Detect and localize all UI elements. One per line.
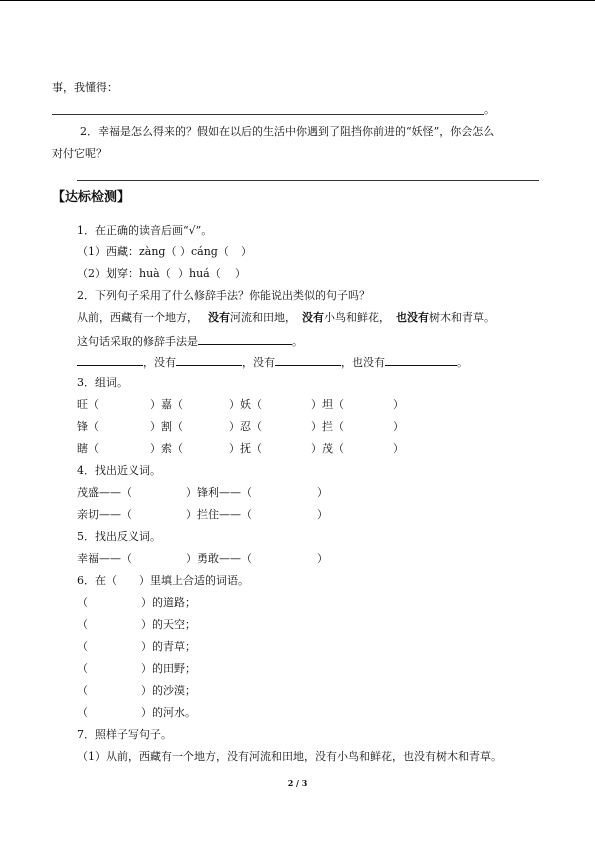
- q3-r2-c5: ）: [393, 420, 404, 433]
- q2-rhetoric-line: [77, 333, 303, 349]
- q3-r2-c4: ）拦（: [311, 420, 344, 433]
- q3-r3-c4: ）茂（: [311, 442, 344, 455]
- q6-open: （: [77, 684, 88, 697]
- q3-row-3: [77, 442, 404, 456]
- q2-sentence: [77, 311, 495, 325]
- q4-row-2: [77, 508, 328, 522]
- q1-row-2: [77, 267, 246, 281]
- q4-r1-c2: ）锋利——（: [186, 486, 252, 499]
- page-top-border: [0, 0, 595, 1]
- q3-r2-c1: 锋（: [77, 420, 99, 433]
- answer-line: [77, 180, 539, 181]
- q6-item: [77, 684, 196, 698]
- q6-open: （: [77, 706, 88, 719]
- q5-row: [77, 552, 328, 566]
- q2-s1: 从前，西藏有一个地方，: [77, 311, 198, 324]
- q3-r3-c3: ）抚（: [229, 442, 262, 455]
- q1-row-1: [77, 245, 252, 259]
- q3-r1-c2: ）嘉（: [150, 398, 183, 411]
- q6-item: [77, 596, 196, 610]
- q1-r1-c: ）: [241, 245, 252, 258]
- q3-row-1: [77, 398, 404, 412]
- q2-fill-b: ，没有: [242, 356, 275, 369]
- q4-r1-c3: ）: [317, 486, 328, 499]
- q3-r1-c4: ）坦（: [311, 398, 344, 411]
- q2-rhet-b: 。: [292, 335, 303, 348]
- q7-title: 7．照样子写句子。: [77, 728, 172, 741]
- answer-line-end: 。: [484, 103, 495, 116]
- q7-example-1: （1）从前，西藏有一个地方，没有河流和田地，没有小鸟和鲜花，也没有树木和青草。: [77, 750, 502, 763]
- q3-r3-c5: ）: [393, 442, 404, 455]
- q4-title: 4．找出近义词。: [77, 464, 161, 477]
- q1-r1-b: ）cánɡ（: [180, 245, 229, 258]
- q3-r1-c5: ）: [393, 398, 404, 411]
- q5-c2: ）勇敢——（: [186, 552, 252, 565]
- q4-r2-c2: ）拦住——（: [186, 508, 252, 521]
- q6-open: （: [77, 596, 88, 609]
- q2-title: 2．下列句子采用了什么修辞手法？你能说出类似的句子吗？: [77, 289, 370, 302]
- q4-r1-c1: 茂盛——（: [77, 486, 132, 499]
- q5-title: 5．找出反义词。: [77, 530, 161, 543]
- q4-r2-c3: ）: [317, 508, 328, 521]
- q3-row-2: [77, 420, 404, 434]
- q2-fill-d: 。: [457, 356, 468, 369]
- previous-question-tail: 事，我懂得：: [52, 81, 118, 94]
- q1-r1-a: （1）西藏：zànɡ（: [77, 245, 177, 258]
- q1-r2-b: ）huá（: [178, 267, 221, 280]
- q1-r2-c: ）: [235, 267, 246, 280]
- q3-title: 3．组词。: [77, 376, 128, 389]
- q4-row-1: [77, 486, 328, 500]
- q6-item: [77, 662, 196, 676]
- q3-r3-c2: ）索（: [150, 442, 183, 455]
- q6-item: [77, 706, 196, 720]
- q3-r2-c2: ）割（: [150, 420, 183, 433]
- q6-open: （: [77, 640, 88, 653]
- q6-text: ）的沙漠；: [141, 684, 196, 697]
- fill-blank-1[interactable]: [77, 354, 143, 366]
- q4-r2-c1: 亲切——（: [77, 508, 132, 521]
- q2-s5: 小鸟和鲜花，: [324, 311, 390, 324]
- q6-open: （: [77, 662, 88, 675]
- q5-c3: ）: [317, 552, 328, 565]
- q1-r2-a: （2）划穿：huà（: [77, 267, 171, 280]
- q3-r1-c3: ）妖（: [229, 398, 262, 411]
- fill-blank-4[interactable]: [385, 354, 457, 366]
- q3-r2-c3: ）忍（: [229, 420, 262, 433]
- answer-line: [52, 114, 484, 115]
- q6-text: ）的田野；: [141, 662, 196, 675]
- q6-text: ）的天空；: [141, 618, 196, 631]
- section-title: 【达标检测】: [52, 190, 131, 205]
- question-2-line-2: 对付它呢？: [52, 147, 107, 160]
- q5-c1: 幸福——（: [77, 552, 132, 565]
- q3-r1-c1: 旺（: [77, 398, 99, 411]
- q6-item: [77, 618, 196, 632]
- fill-blank-2[interactable]: [176, 354, 242, 366]
- q2-fill-line: [77, 354, 468, 370]
- q6-open: （: [77, 618, 88, 631]
- q6-title: 6．在（ ）里填上合适的词语。: [77, 574, 249, 587]
- q2-s6: 也没有: [396, 311, 429, 324]
- q2-fill-c: ，也没有: [341, 356, 385, 369]
- q6-item: [77, 640, 196, 654]
- q2-s7: 树木和青草。: [429, 311, 495, 324]
- q6-text: ）的青草；: [141, 640, 196, 653]
- q2-s4: 没有: [302, 311, 324, 324]
- q2-rhet-a: 这句话采取的修辞手法是: [77, 335, 198, 348]
- fill-blank-3[interactable]: [275, 354, 341, 366]
- page-number: 2 / 3: [287, 778, 308, 788]
- q6-text: ）的河水。: [141, 706, 196, 719]
- q2-fill-a: ，没有: [143, 356, 176, 369]
- q6-text: ）的道路；: [141, 596, 196, 609]
- q1-title: 1．在正确的读音后画“√”。: [77, 224, 213, 237]
- question-2-line-1: 2．幸福是怎么得来的？假如在以后的生活中你遇到了阻挡你前进的“妖怪”，你会怎么: [80, 125, 495, 138]
- rhetoric-blank[interactable]: [198, 333, 292, 345]
- q3-r3-c1: 瞎（: [77, 442, 99, 455]
- q2-s2: 没有: [208, 311, 230, 324]
- q2-s3: 河流和田地，: [230, 311, 296, 324]
